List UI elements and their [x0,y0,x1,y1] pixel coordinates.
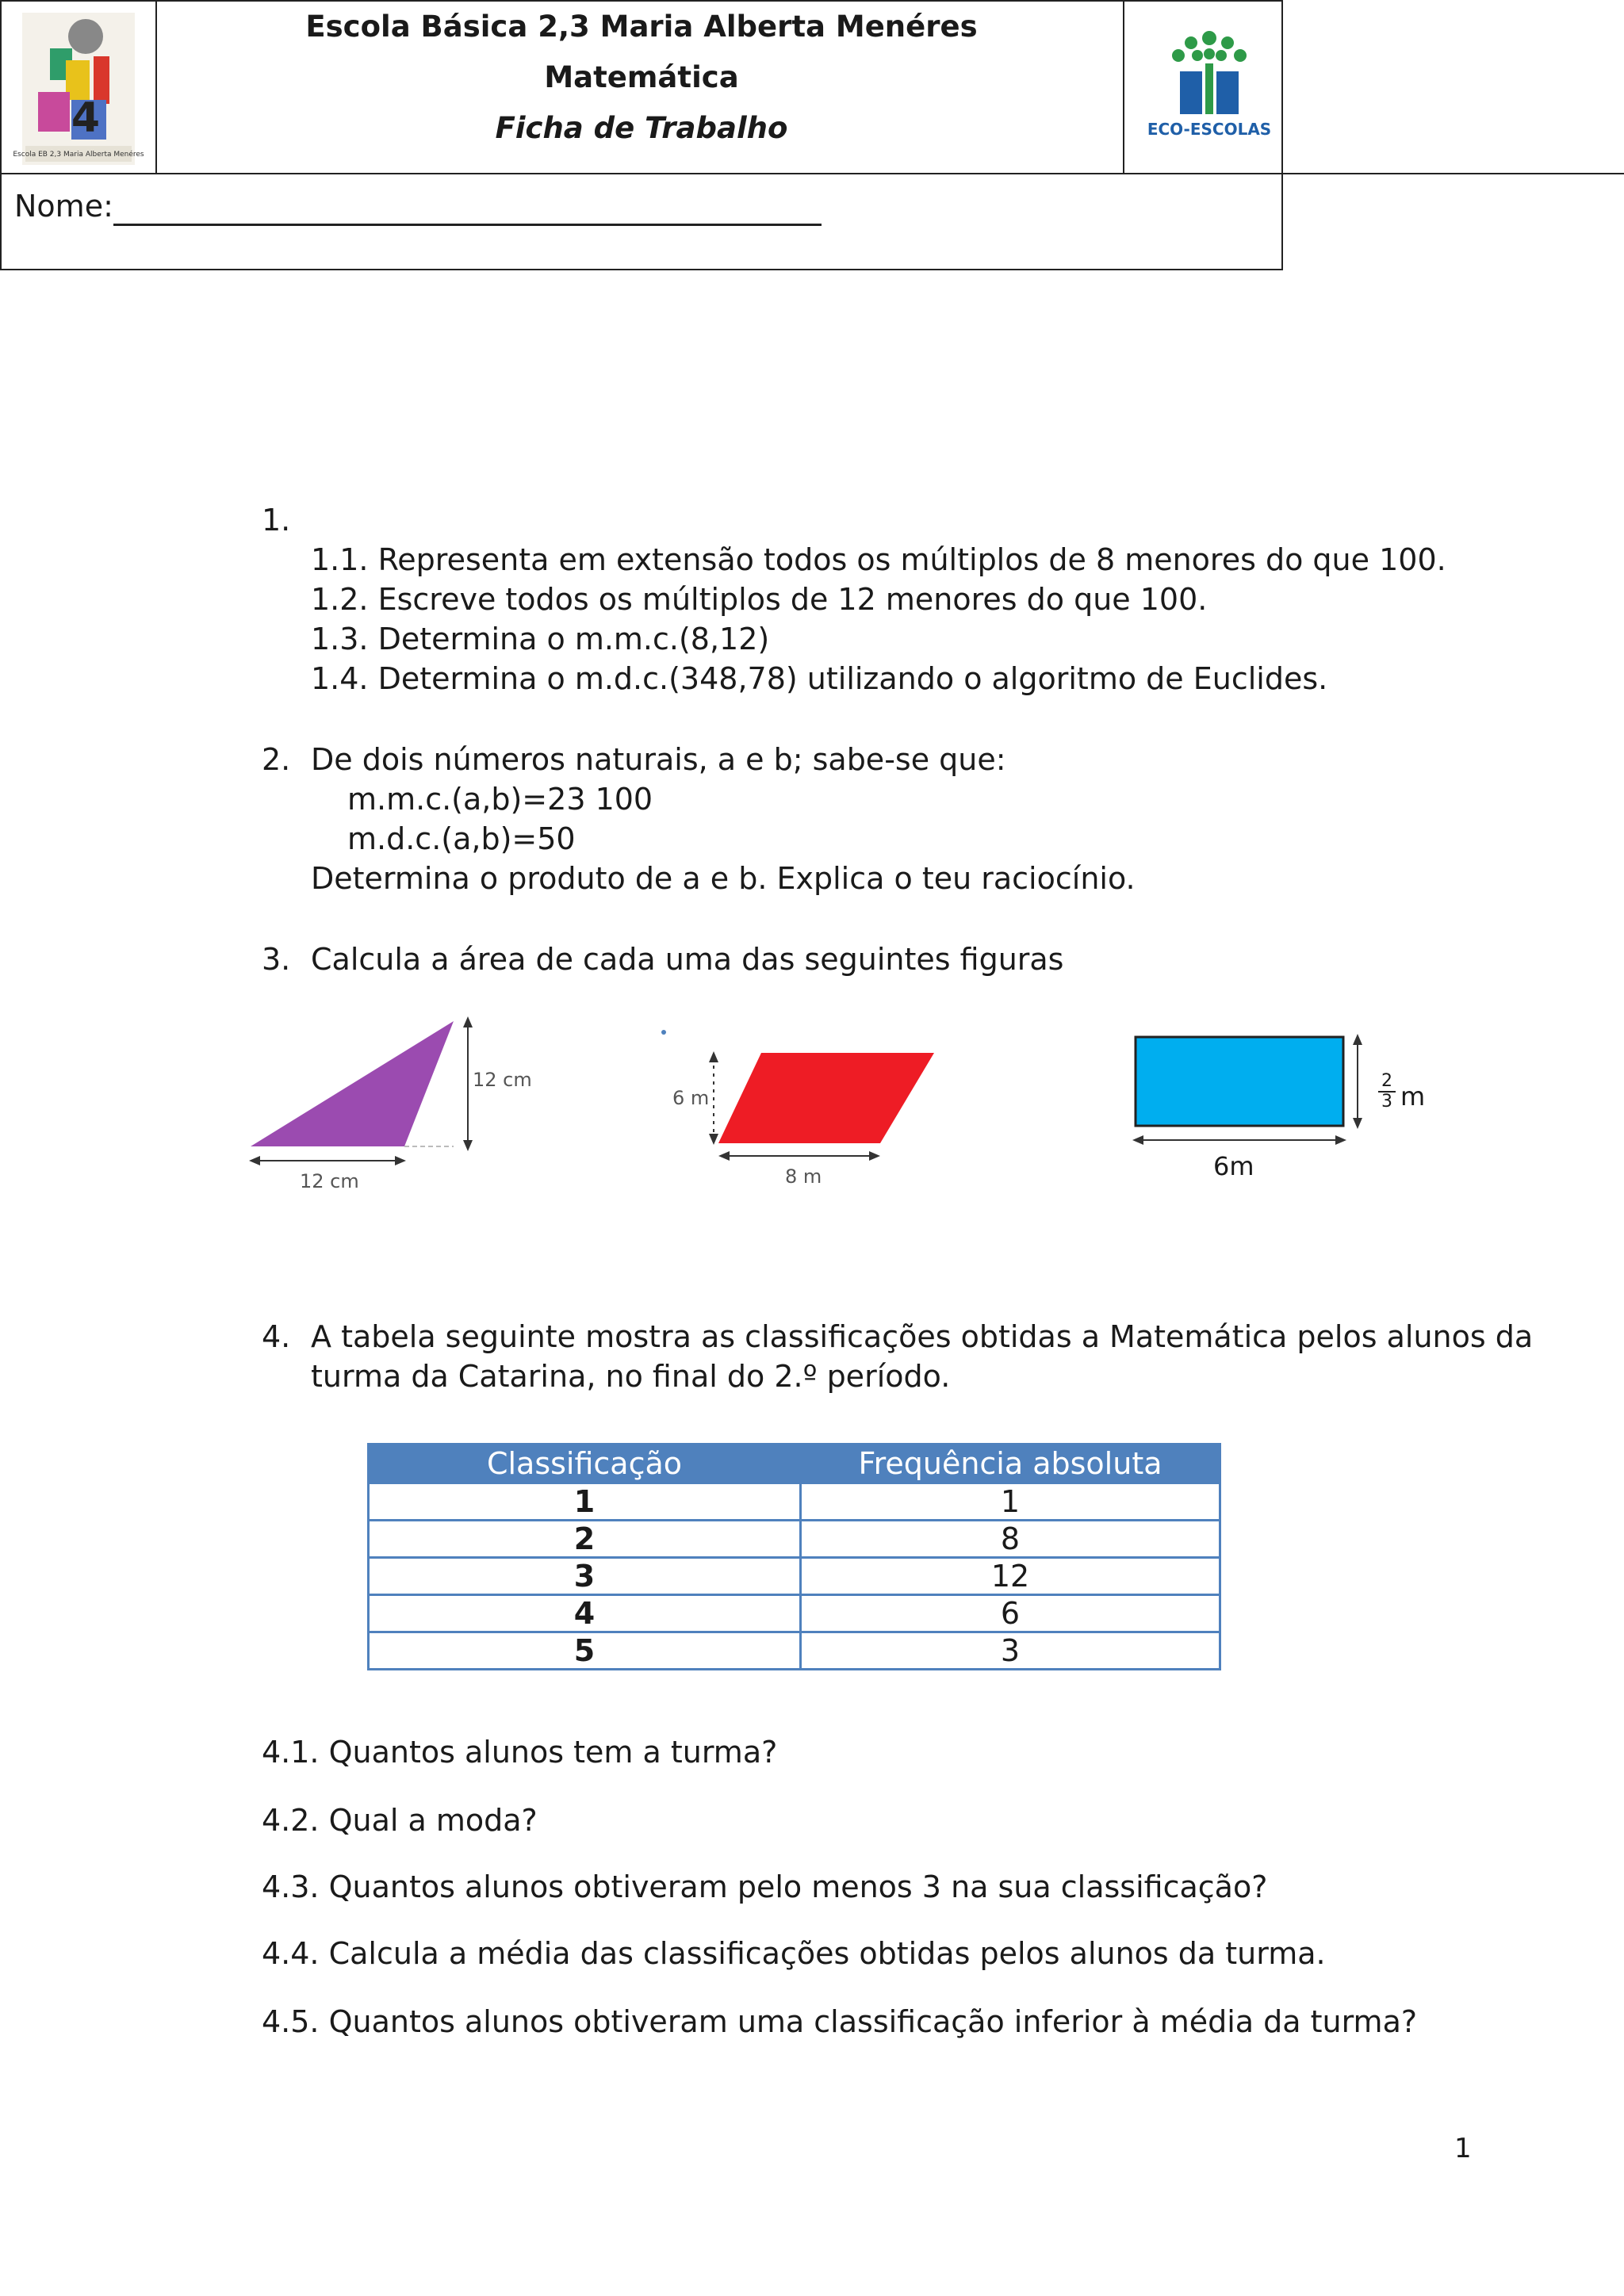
q1-item: 1.3. Determina o m.m.c.(8,12) [311,622,770,656]
q4-text-line2: turma da Catarina, no final do 2.º período. [311,1359,951,1394]
triangle-height-label: 12 cm [473,1069,532,1091]
header-box [0,0,1283,270]
q1-item: 1.4. Determina o m.d.c.(348,78) utilizando o algoritmo de Euclides. [311,661,1328,696]
eco-escolas-logo [1147,24,1272,151]
q4-subquestion: 4.5. Quantos alunos obtiveram uma classificação inferior à média da turma? [262,2004,1418,2039]
q1-number: 1. [262,503,291,538]
rectangle-shape [1136,1037,1343,1126]
q4-number: 4. [262,1319,291,1354]
q3-text: Calcula a área de cada uma das seguintes figuras [311,942,1064,977]
table-header: Frequência absoluta [801,1445,1220,1483]
q2-number: 2. [262,742,291,777]
header-divider-left [155,0,157,173]
table-cell-frequency: 1 [801,1483,1220,1521]
table-row [369,1483,1220,1521]
page-number: 1 [1454,2133,1472,2164]
table-cell-grade: 4 [369,1595,801,1632]
table-row [369,1558,1220,1595]
svg-text:ECO-ESCOLAS: ECO-ESCOLAS [1147,120,1272,139]
table-cell-frequency: 12 [801,1558,1220,1595]
rectangle-base-label: 6m [1213,1151,1254,1181]
q2-instruction: Determina o produto de a e b. Explica o teu raciocínio. [311,861,1136,896]
parallelogram-height-label: 6 m [672,1087,710,1109]
q2-text: De dois números naturais, a e b; sabe-se que: [311,742,1006,777]
table-cell-frequency: 3 [801,1632,1220,1670]
fraction-numerator: 2 [1381,1071,1392,1091]
school-name: Escola Básica 2,3 Maria Alberta Menéres [305,10,978,44]
sheet-title: Ficha de Trabalho [495,111,788,145]
triangle-figure [238,1007,539,1197]
table-cell-grade: 1 [369,1483,801,1521]
q1-item: 1.2. Escreve todos os múltiplos de 12 menores do que 100. [311,582,1208,617]
rectangle-height-fraction [1378,1072,1396,1112]
frequency-table [367,1443,1221,1670]
triangle-shape [251,1021,454,1146]
svg-text:Escola EB 2,3 Maria Alberta Me: Escola EB 2,3 Maria Alberta Menéres [13,151,144,159]
fraction-denominator: 3 [1378,1091,1396,1112]
q2-gcd: m.d.c.(a,b)=50 [347,821,576,856]
table-row [369,1521,1220,1558]
table-cell-frequency: 6 [801,1595,1220,1632]
table-row [369,1595,1220,1632]
school-logo [13,13,144,165]
table-cell-grade: 3 [369,1558,801,1595]
table-cell-grade: 5 [369,1632,801,1670]
rectangle-height-unit: m [1400,1081,1426,1112]
table-header-row [369,1445,1220,1483]
subject-title: Matemática [544,60,739,94]
svg-text:4: 4 [71,94,101,142]
name-label: Nome: [14,189,113,224]
parallelogram-shape [718,1053,934,1143]
table-header: Classificação [369,1445,801,1483]
triangle-base-label: 12 cm [300,1170,359,1192]
rectangle-figure [1126,1027,1388,1154]
parallelogram-base-label: 8 m [785,1165,822,1188]
table-cell-grade: 2 [369,1521,801,1558]
q4-subquestion: 4.2. Qual a moda? [262,1803,538,1838]
q3-number: 3. [262,942,291,977]
q4-subquestion: 4.4. Calcula a média das classificações obtidas pelos alunos da turma. [262,1936,1326,1971]
q2-lcm: m.m.c.(a,b)=23 100 [347,782,653,817]
q4-subquestion: 4.3. Quantos alunos obtiveram pelo menos 3 na sua classificação? [262,1869,1268,1904]
name-input-line[interactable] [113,224,822,226]
q1-item: 1.1. Representa em extensão todos os múltiplos de 8 menores do que 100. [311,542,1446,577]
q4-text-line1: A tabela seguinte mostra as classificações obtidas a Matemática pelos alunos da [311,1319,1534,1354]
q4-subquestion: 4.1. Quantos alunos tem a turma? [262,1735,778,1770]
table-row [369,1632,1220,1670]
table-cell-frequency: 8 [801,1521,1220,1558]
